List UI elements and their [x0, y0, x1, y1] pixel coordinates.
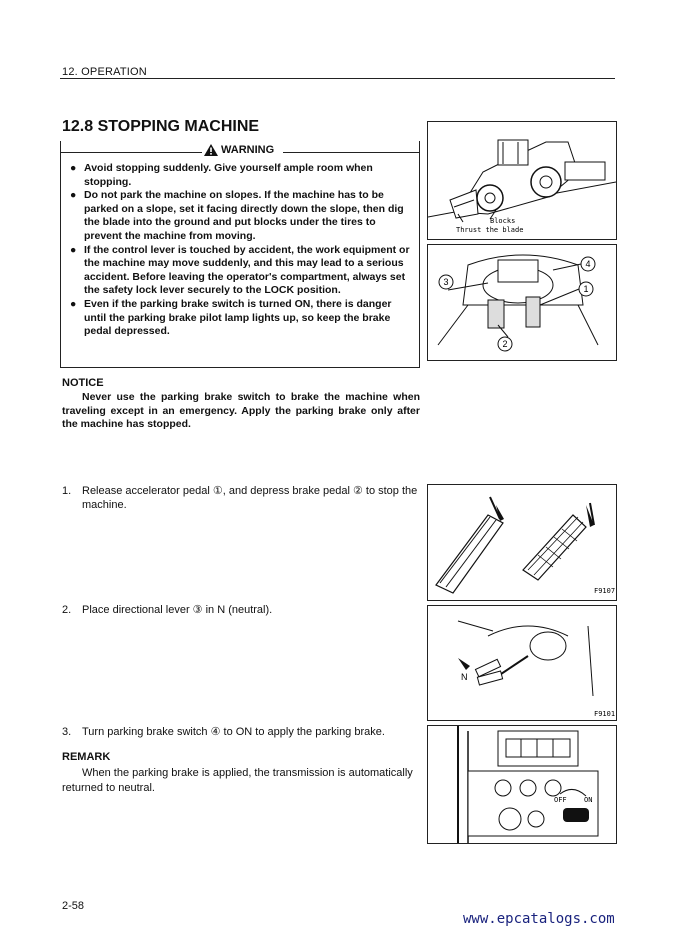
- bullet-icon: ●: [70, 162, 77, 174]
- step-number: 2.: [62, 604, 72, 616]
- warning-item-text: Do not park the machine on slopes. If the machine has to be parked on a slope, set it facing directly down the slope, then dig the blade into the ground and put blocks under the tires to prevent the machine from moving.: [84, 189, 404, 242]
- off-label: OFF: [554, 796, 567, 804]
- step-text: Place directional lever ③ in N (neutral).: [82, 604, 273, 616]
- bullet-icon: ●: [70, 297, 77, 310]
- callout-2: 2: [502, 339, 508, 349]
- directional-lever-illustration: [428, 606, 616, 720]
- bullet-icon: ●: [70, 189, 77, 202]
- warning-label: WARNING: [221, 144, 275, 156]
- figure-pedals: [427, 484, 617, 601]
- remark-body: When the parking brake is applied, the transmission is automatically returned to neutral.: [62, 767, 413, 794]
- step-text: Turn parking brake switch ④ to ON to apply the parking brake.: [82, 726, 385, 738]
- step-number: 3.: [62, 726, 72, 738]
- step-text: Release accelerator pedal ①, and depress brake pedal ② to stop the machine.: [82, 485, 418, 511]
- thrust-blade-label: Thrust the blade: [456, 226, 524, 234]
- cab-interior-illustration: [428, 245, 616, 360]
- callout-4: 4: [585, 259, 591, 269]
- section-title: 12.8 STOPPING MACHINE: [62, 118, 260, 135]
- warning-item: [70, 244, 412, 298]
- warning-list: [70, 162, 412, 339]
- figure-cab-controls: [427, 244, 617, 361]
- figure-machine-on-slope: [427, 121, 617, 240]
- step-2: [62, 603, 424, 617]
- bullet-icon: ●: [70, 243, 77, 256]
- figure-directional-lever: [427, 605, 617, 721]
- figure-code: F9101: [594, 710, 616, 718]
- warning-item-text: If the control lever is touched by accident, the work equipment or the machine may move suddenly, and this may lead to a serious accident. Before leaving the operator's compartment, always set the safety lock lever securely to the LOCK position.: [84, 243, 410, 297]
- warning-rule-left: [60, 152, 202, 153]
- warning-rule-right: [283, 152, 419, 153]
- notice-body: Never use the parking brake switch to brake the machine when traveling except in an emergency. Apply the parking brake only after the machine has stopped.: [62, 391, 420, 431]
- blocks-label: Blocks: [490, 217, 516, 225]
- chapter-header: 12. OPERATION: [62, 66, 147, 78]
- wheel-loader-illustration: [428, 122, 616, 239]
- warning-item-text: Avoid stopping suddenly. Give yourself ample room when stopping.: [84, 162, 373, 188]
- warning-item: [70, 298, 412, 339]
- step-1: [62, 484, 424, 512]
- callout-1: 1: [583, 284, 589, 294]
- warning-triangle-icon: [204, 144, 218, 156]
- pedals-illustration: [428, 485, 616, 600]
- figure-parking-switch: [427, 725, 617, 844]
- warning-item: [70, 162, 412, 189]
- switch-panel-illustration: [428, 726, 616, 843]
- warning-heading: [204, 144, 274, 156]
- figure-code: F9107: [594, 587, 616, 595]
- warning-item-text: Even if the parking brake switch is turned ON, there is danger until the parking brake pilot lamp lights up, so keep the brake pedal depressed.: [84, 297, 392, 338]
- notice-title: NOTICE: [62, 377, 104, 389]
- header-rule: [60, 78, 615, 79]
- step-number: 1.: [62, 485, 72, 497]
- step-3: [62, 725, 424, 739]
- callout-3: 3: [443, 277, 449, 287]
- watermark-link[interactable]: www.epcatalogs.com: [463, 911, 615, 927]
- page-number: 2-58: [62, 900, 85, 912]
- neutral-label: N: [461, 672, 468, 682]
- on-label: ON: [584, 796, 593, 804]
- warning-item: [70, 189, 412, 243]
- remark-title: REMARK: [62, 751, 111, 763]
